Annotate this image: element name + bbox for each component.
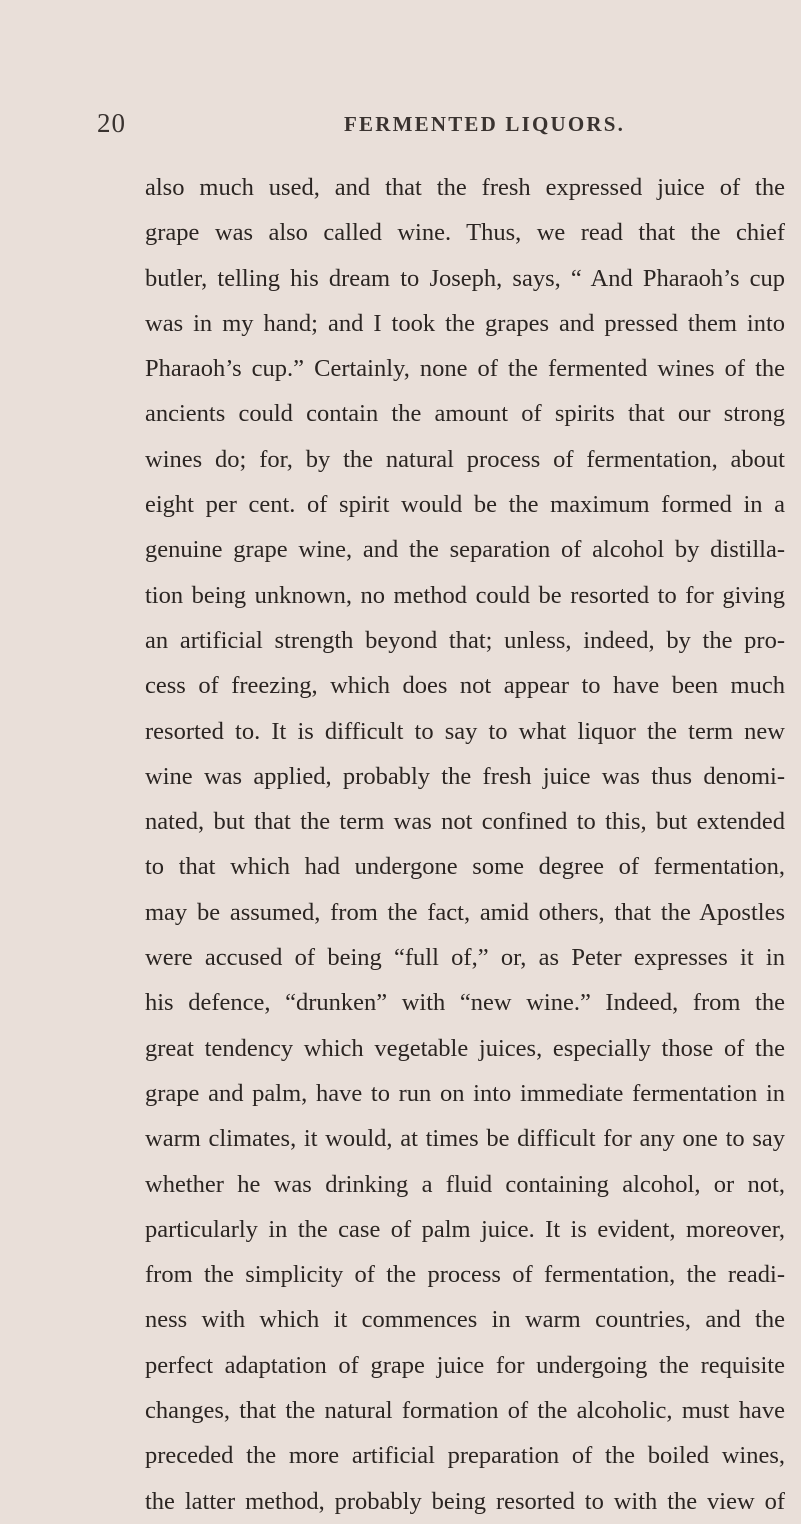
text-line: great tendency which vegetable juices, especially those of the bbox=[145, 1034, 785, 1062]
page-number: 20 bbox=[97, 108, 126, 138]
text-line: may be assumed, from the fact, amid others, that the Apostles bbox=[145, 898, 785, 926]
text-line: whether he was drinking a fluid containing alcohol, or not, bbox=[145, 1170, 785, 1198]
text-line: resorted to. It is difficult to say to what liquor the term new bbox=[145, 717, 785, 745]
text-line: ness with which it commences in warm countries, and the bbox=[145, 1306, 785, 1334]
text-line: an artificial strength beyond that; unless, indeed, by the pro- bbox=[145, 626, 785, 654]
text-line: butler, telling his dream to Joseph, says, “ And Pharaoh’s cup bbox=[145, 264, 785, 292]
text-line: from the simplicity of the process of fermentation, the readi- bbox=[145, 1261, 785, 1289]
text-line: preceded the more artificial preparation of the boiled wines, bbox=[145, 1442, 785, 1470]
text-line: wines do; for, by the natural process of fermentation, about bbox=[145, 445, 785, 473]
text-line: eight per cent. of spirit would be the maximum formed in a bbox=[145, 491, 785, 519]
text-line: warm climates, it would, at times be difficult for any one to say bbox=[145, 1125, 785, 1153]
running-head: FERMENTED LIQUORS. bbox=[344, 112, 626, 136]
page-header bbox=[97, 108, 757, 142]
text-line: genuine grape wine, and the separation of alcohol by distilla- bbox=[145, 536, 785, 564]
text-line: Pharaoh’s cup.” Certainly, none of the fermented wines of the bbox=[145, 355, 785, 383]
text-line: particularly in the case of palm juice. It is evident, moreover, bbox=[145, 1215, 785, 1243]
text-line: wine was applied, probably the fresh juice was thus denomi- bbox=[145, 762, 785, 790]
text-line: also much used, and that the fresh expressed juice of the bbox=[145, 174, 785, 201]
text-line: grape and palm, have to run on into immediate fermentation in bbox=[145, 1079, 785, 1107]
text-line: nated, but that the term was not confined to this, but extended bbox=[145, 808, 785, 836]
text-line: the latter method, probably being resorted to with the view of bbox=[145, 1487, 785, 1515]
text-line: his defence, “drunken” with “new wine.” Indeed, from the bbox=[145, 989, 785, 1017]
text-line: perfect adaptation of grape juice for undergoing the requisite bbox=[145, 1351, 785, 1379]
text-line: was in my hand; and I took the grapes and pressed them into bbox=[145, 309, 785, 337]
text-line: ancients could contain the amount of spirits that our strong bbox=[145, 400, 785, 428]
text-line: grape was also called wine. Thus, we read that the chief bbox=[145, 219, 785, 247]
body-text bbox=[145, 165, 801, 1524]
text-line: cess of freezing, which does not appear to have been much bbox=[145, 672, 785, 700]
text-line: changes, that the natural formation of the alcoholic, must have bbox=[145, 1397, 785, 1425]
text-line: tion being unknown, no method could be resorted to for giving bbox=[145, 581, 785, 609]
text-line: were accused of being “full of,” or, as Peter expresses it in bbox=[145, 944, 785, 972]
text-line: to that which had undergone some degree of fermentation, bbox=[145, 853, 785, 881]
